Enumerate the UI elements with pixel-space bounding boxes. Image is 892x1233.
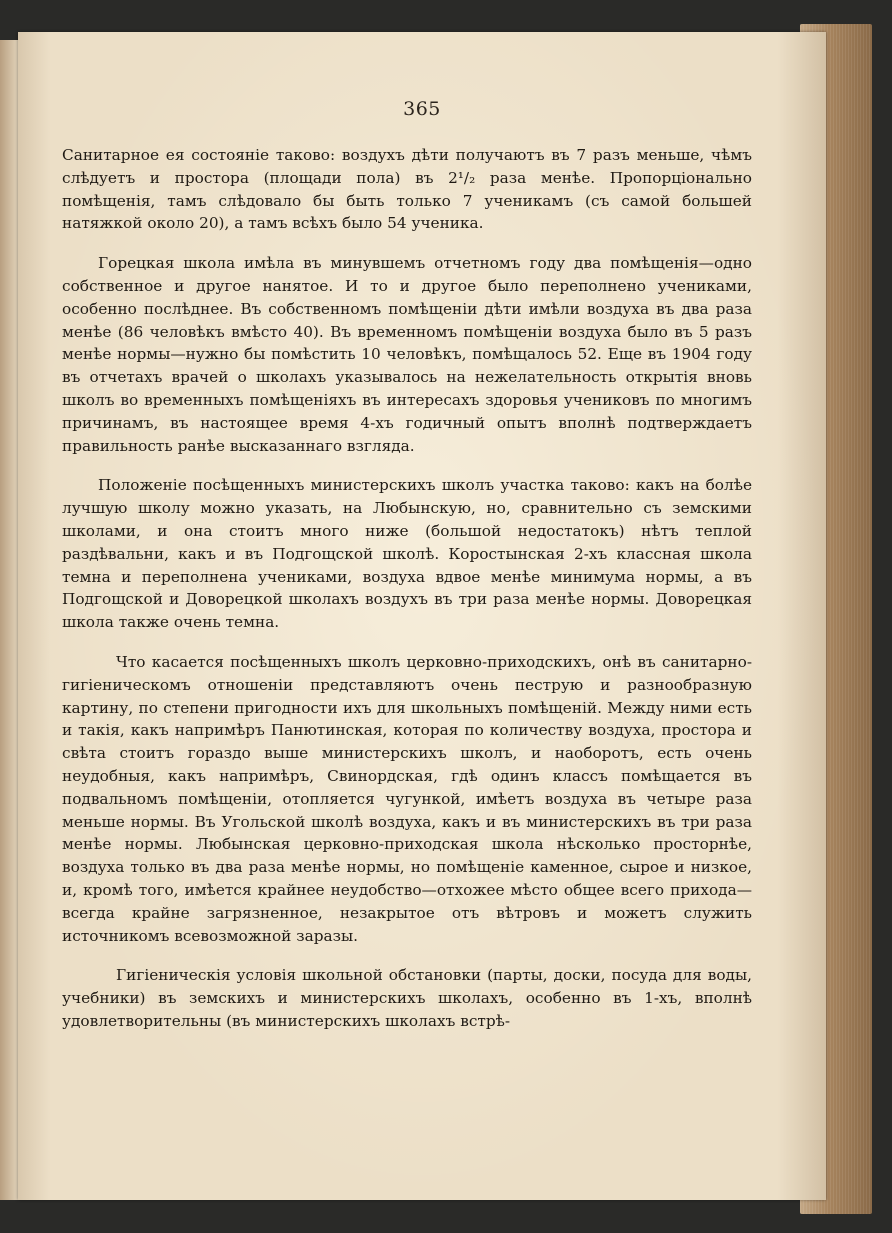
book-page [18,32,826,1200]
paragraph-sanitary-state: Санитарное ея состояніе таково: воздухъ дѣти получаютъ въ 7 разъ меньше, чѣмъ слѣдуетъ и простора (площади пола) въ 2¹/₂ раза менѣе. Пропорціонально помѣщенія, тамъ слѣдовало бы быть только 7 ученикамъ (съ самой большей натяжкой около 20), а тамъ всѣхъ было 54 ученика. [62,146,752,233]
paragraph-hygiene-conditions: Гигіеническія условія школьной обстановки (парты, доски, посуда для воды, учебники) въ земскихъ и министерскихъ школахъ, особенно въ 1-хъ, вполнѣ удовлетворительны (въ министерскихъ школахъ встрѣ- [62,966,752,1030]
page-number: 365 [403,98,441,120]
paragraph-goretskaya-school: Горецкая школа имѣла въ минувшемъ отчетномъ году два помѣщенія—одно собственное и другое нанятое. И то и другое было переполнено учениками, особенно послѣднее. Въ собственномъ помѣщеніи дѣти имѣли воздуха въ два раза менѣе (86 человѣкъ вмѣсто 40). Въ временномъ помѣщеніи воздуха было въ 5 разъ менѣе нормы—нужно бы помѣстить 10 человѣкъ, помѣщалось 52. Еще въ 1904 году въ отчетахъ врачей о школахъ указывалось на нежелательность открытія вновь школъ во временныхъ помѣщеніяхъ въ интересахъ здоровья учениковъ по многимъ причинамъ, въ настоящее время 4-хъ годичный опытъ вполнѣ подтверждаетъ правильность ранѣе высказаннаго взгляда. [62,254,752,455]
paragraph-ministry-schools: Положеніе посѣщенныхъ министерскихъ школъ участка таково: какъ на болѣе лучшую школу можно указать, на Любынскую, но, сравнительно съ земскими школами, и она стоитъ много ниже (большой недостатокъ) нѣтъ теплой раздѣвальни, какъ и въ Подгощской школѣ. Коростынская 2-хъ классная школа темна и переполнена учениками, воздуха вдвое менѣе минимума нормы, а въ Подгощской и Доворецкой школахъ воздухъ въ три раза менѣе нормы. Доворецкая школа также очень темна. [62,476,752,632]
left-page-fold [0,40,20,1200]
page-body-text [62,144,752,1033]
paragraph-parish-schools: Что касается посѣщенныхъ школъ церковно-приходскихъ, онѣ въ санитарно-гигіеническомъ отношеніи представляютъ очень пеструю и разнообразную картину, по степени пригодности ихъ для школьныхъ помѣщеній. Между ними есть и такія, какъ напримѣръ Панютинская, которая по количеству воздуха, простора и свѣта стоитъ гораздо выше министерскихъ школъ, и наоборотъ, есть очень неудобныя, какъ напримѣръ, Свинордская, гдѣ одинъ классъ помѣщается въ подвальномъ помѣщеніи, отопляется чугункой, имѣетъ воздуха въ четыре раза меньше нормы. Въ Угольской школѣ воздуха, какъ и въ министерскихъ въ три раза менѣе нормы. Любынская церковно-приходская школа нѣсколько просторнѣе, воздуха только въ два раза менѣе нормы, но помѣщеніе каменное, сырое и низкое, и, кромѣ того, имѣется крайнее неудобство—отхожее мѣсто общее всего прихода—всегда крайне загрязненное, незакрытое отъ вѣтровъ и можетъ служить источникомъ всевозможной заразы. [62,652,752,945]
